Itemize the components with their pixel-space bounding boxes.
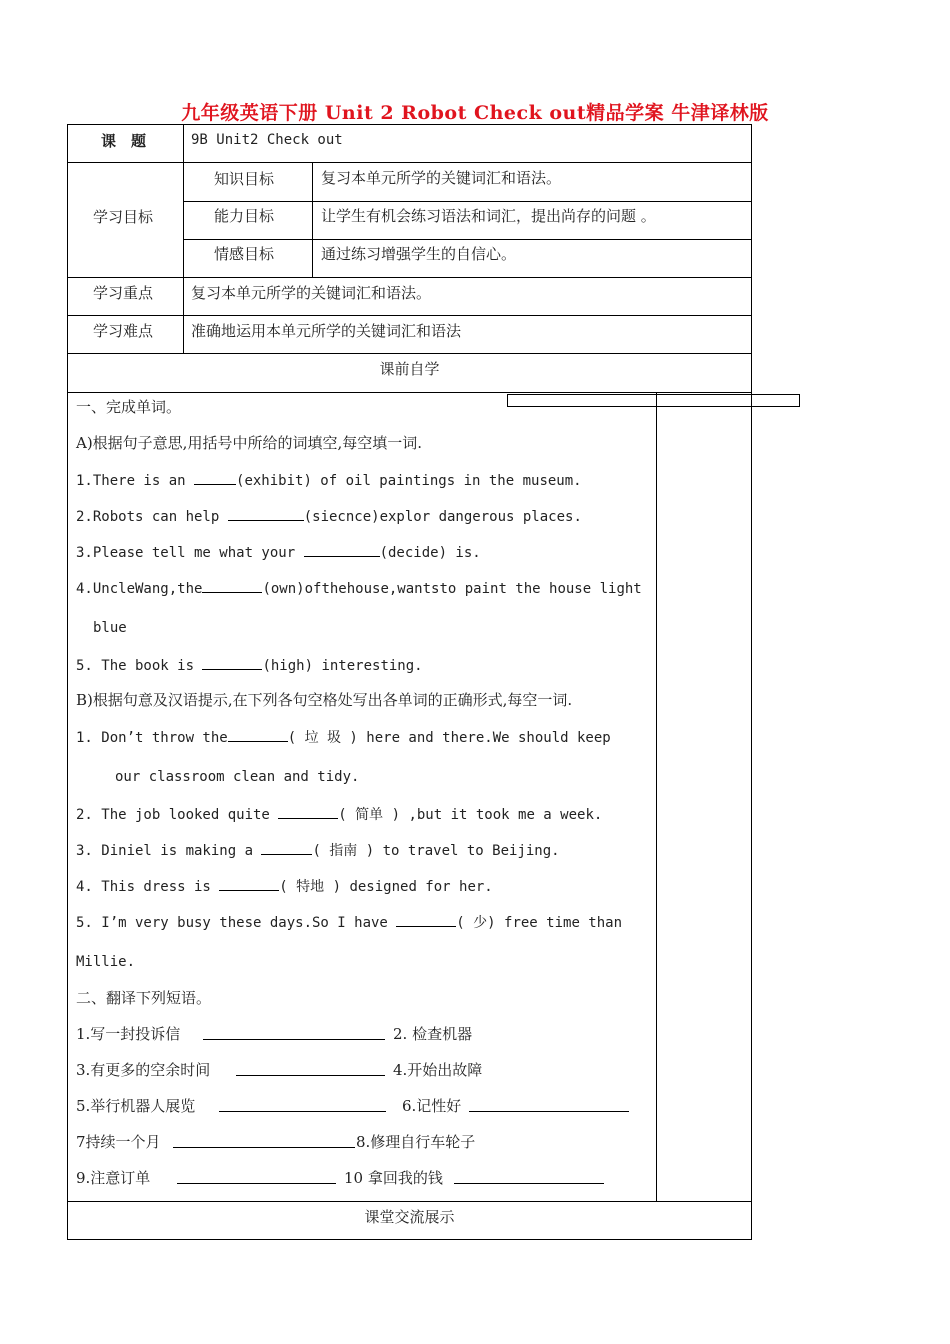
row-divider xyxy=(67,1201,752,1202)
section2-heading: 二、翻译下列短语。 xyxy=(76,989,212,1007)
partA-q5: 5. The book is (high) interesting. xyxy=(76,655,423,675)
objectives-label: 学习目标 xyxy=(93,208,154,226)
partB-q5-cont: Millie. xyxy=(76,954,136,970)
difficulty-value: 准确地运用本单元所学的关键词汇和语法 xyxy=(191,322,462,340)
phrase-7: 7持续一个月 xyxy=(76,1133,161,1151)
preclass-heading: 课前自学 xyxy=(379,360,440,378)
partA-q2: 2.Robots can help (siecnce)explor dangerous places. xyxy=(76,506,582,526)
partB-instruction: B)根据句意及汉语提示,在下列各句空格处写出各单词的正确形式,每空一词. xyxy=(76,691,573,709)
page-title: 九年级英语下册 Unit 2 Robot Check out精品学案 牛津译林版 xyxy=(181,102,769,124)
phrase-1: 1.写一封投诉信 xyxy=(76,1025,181,1043)
partB-q5: 5. I’m very busy these days.So I have ( 少) free time than xyxy=(76,912,622,932)
answer-line-5[interactable] xyxy=(219,1097,386,1112)
focus-label: 学习重点 xyxy=(93,284,154,302)
col-divider xyxy=(183,124,184,354)
emotion-value: 通过练习增强学生的自信心。 xyxy=(321,245,517,263)
phrase-3: 3.有更多的空余时间 xyxy=(76,1061,211,1079)
row-divider xyxy=(183,239,752,240)
partB-q3: 3. Diniel is making a ( 指南 ) to travel to Beijing. xyxy=(76,840,560,860)
table-border-left xyxy=(67,124,68,1240)
ability-label: 能力目标 xyxy=(214,207,275,225)
answer-line-10[interactable] xyxy=(454,1169,604,1184)
knowledge-label: 知识目标 xyxy=(214,170,275,188)
partA-q4-cont: blue xyxy=(93,620,127,636)
partB-q4: 4. This dress is ( 特地 ) designed for her. xyxy=(76,876,493,896)
knowledge-value: 复习本单元所学的关键词汇和语法。 xyxy=(321,169,562,187)
partB-q1-cont: our classroom clean and tidy. xyxy=(115,769,360,785)
phrase-9: 9.注意订单 xyxy=(76,1169,151,1187)
answer-line-3[interactable] xyxy=(236,1061,385,1076)
answer-line-7[interactable] xyxy=(173,1133,355,1148)
answer-line-9[interactable] xyxy=(177,1169,336,1184)
phrase-2: 2. 检查机器 xyxy=(393,1025,473,1043)
difficulty-label: 学习难点 xyxy=(93,322,154,340)
table-border-top xyxy=(67,124,752,125)
table-border-right xyxy=(751,124,752,1240)
row-divider xyxy=(67,392,752,393)
stray-box xyxy=(507,394,800,407)
partA-q4: 4.UncleWang,the (own)ofthehouse,wantsto paint the house light xyxy=(76,578,642,598)
partB-q1: 1. Don’t throw the ( 垃 圾 ) here and there.We should keep xyxy=(76,727,611,747)
topic-label: 课 题 xyxy=(101,132,147,150)
table-border-bottom xyxy=(67,1239,752,1240)
col-divider xyxy=(656,392,657,1202)
partA-q1: 1.There is an (exhibit) of oil paintings in the museum. xyxy=(76,470,582,490)
partB-q2: 2. The job looked quite ( 简单 ) ,but it took me a week. xyxy=(76,804,602,824)
row-divider xyxy=(67,277,752,278)
answer-line-1[interactable] xyxy=(203,1025,385,1040)
partA-q3: 3.Please tell me what your (decide) is. xyxy=(76,542,481,562)
row-divider xyxy=(183,201,752,202)
phrase-4: 4.开始出故障 xyxy=(393,1061,483,1079)
section1-heading: 一、完成单词。 xyxy=(76,398,182,416)
focus-value: 复习本单元所学的关键词汇和语法。 xyxy=(191,284,432,302)
phrase-8: 8.修理自行车轮子 xyxy=(356,1133,476,1151)
phrase-6: 6.记性好 xyxy=(402,1097,462,1115)
ability-value: 让学生有机会练习语法和词汇，提出尚存的问题 。 xyxy=(321,207,656,225)
phrase-10: 10 拿回我的钱 xyxy=(344,1169,443,1187)
topic-value: 9B Unit2 Check out xyxy=(191,132,343,148)
col-divider xyxy=(312,162,313,278)
row-divider xyxy=(67,315,752,316)
row-divider xyxy=(67,162,752,163)
answer-line-6[interactable] xyxy=(469,1097,629,1112)
phrase-5: 5.举行机器人展览 xyxy=(76,1097,196,1115)
classroom-heading: 课堂交流展示 xyxy=(364,1208,455,1226)
partA-instruction: A)根据句子意思,用括号中所给的词填空,每空填一词. xyxy=(76,434,422,452)
emotion-label: 情感目标 xyxy=(214,245,275,263)
row-divider xyxy=(67,353,752,354)
